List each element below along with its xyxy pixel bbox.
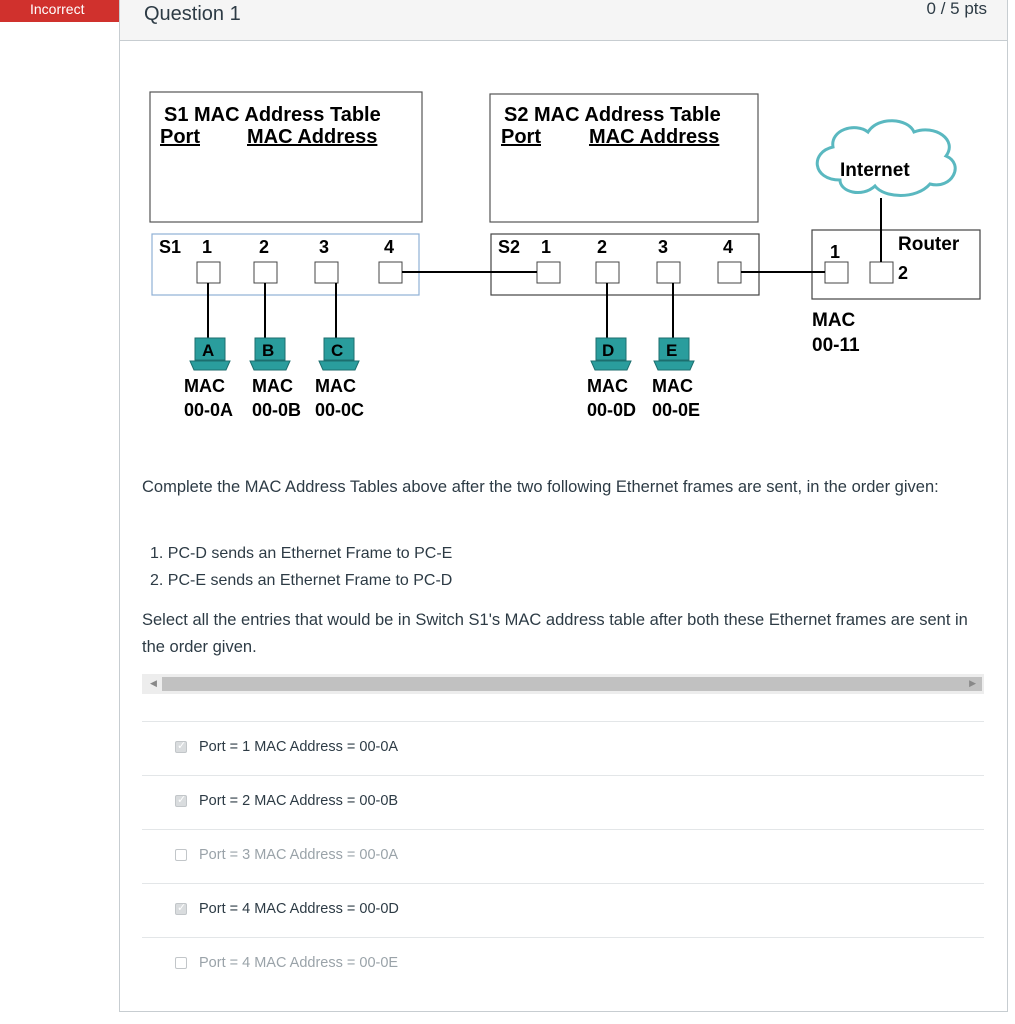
s1-port-label-3: 3 xyxy=(319,237,330,257)
answer-option-2[interactable] xyxy=(142,775,984,829)
router-port-label-1: 1 xyxy=(830,242,841,262)
s1-port-2 xyxy=(254,262,277,283)
answer-checkbox-5[interactable] xyxy=(175,957,187,969)
pc-c-letter: C xyxy=(331,341,344,360)
pc-a-letter: A xyxy=(202,341,215,360)
s2-table-col-port: Port xyxy=(501,126,541,148)
question-points: 0 / 5 pts xyxy=(926,0,987,18)
answer-label-2: Port = 2 MAC Address = 00-0B xyxy=(199,793,399,809)
question-prompt: Complete the MAC Address Tables above after the two following Ethernet frames are sent, in the order given: xyxy=(142,478,939,496)
answer-option-1[interactable] xyxy=(142,721,984,775)
internet-label: Internet xyxy=(840,160,910,181)
pc-e-mac-label: MAC xyxy=(652,376,693,396)
s1-port-label-4: 4 xyxy=(384,237,395,257)
pc-b-mac: 00-0B xyxy=(252,400,302,420)
answer-list xyxy=(142,721,984,991)
frame-step-1: 1. PC-D sends an Ethernet Frame to PC-E xyxy=(150,545,453,562)
pc-a-mac: 00-0A xyxy=(184,400,234,420)
s1-port-1 xyxy=(197,262,220,283)
s2-port-label-4: 4 xyxy=(723,237,734,257)
scroll-right-icon[interactable]: ▶ xyxy=(969,678,976,688)
s1-label: S1 xyxy=(159,237,182,257)
router-label: Router xyxy=(898,234,960,255)
status-badge: Incorrect xyxy=(0,0,132,22)
router-mac-label: MAC xyxy=(812,310,856,331)
s1-port-3 xyxy=(315,262,338,283)
pc-d-letter: D xyxy=(602,341,615,360)
s1-port-4 xyxy=(379,262,402,283)
frame-steps-list xyxy=(150,540,452,594)
s2-label: S2 xyxy=(498,237,521,257)
pc-b-mac-label: MAC xyxy=(252,376,293,396)
s2-table-col-mac: MAC Address xyxy=(589,126,720,148)
s1-table-col-mac: MAC Address xyxy=(247,126,378,148)
answer-checkbox-1[interactable] xyxy=(175,741,187,753)
answer-option-3[interactable] xyxy=(142,829,984,883)
answer-option-5[interactable] xyxy=(142,937,984,991)
answer-label-3: Port = 3 MAC Address = 00-0A xyxy=(199,847,399,863)
s2-port-label-2: 2 xyxy=(597,237,608,257)
frame-step-2: 2. PC-E sends an Ethernet Frame to PC-D xyxy=(150,572,453,589)
answer-label-1: Port = 1 MAC Address = 00-0A xyxy=(199,739,399,755)
pc-d-mac: 00-0D xyxy=(587,400,637,420)
select-instructions: Select all the entries that would be in Switch S1's MAC address table after both these Ethernet frames are sent in the order given. xyxy=(142,611,968,656)
s2-port-label-1: 1 xyxy=(541,237,552,257)
router-port-1 xyxy=(825,262,848,283)
answer-checkbox-2[interactable] xyxy=(175,795,187,807)
pc-a-mac-label: MAC xyxy=(184,376,225,396)
router-port-2 xyxy=(870,262,893,283)
horizontal-scrollbar[interactable] xyxy=(142,674,984,694)
s2-port-label-3: 3 xyxy=(658,237,669,257)
scrollbar-thumb[interactable] xyxy=(162,677,982,691)
s2-port-3 xyxy=(657,262,680,283)
answer-option-4[interactable] xyxy=(142,883,984,937)
router-mac: 00-11 xyxy=(812,335,860,356)
answer-label-5: Port = 4 MAC Address = 00-0E xyxy=(199,955,399,971)
s1-table-col-port: Port xyxy=(160,126,200,148)
s1-table-title: S1 MAC Address Table xyxy=(164,104,381,126)
answer-checkbox-4[interactable] xyxy=(175,903,187,915)
answer-label-4: Port = 4 MAC Address = 00-0D xyxy=(199,901,399,917)
s2-port-4 xyxy=(718,262,741,283)
s2-table-title: S2 MAC Address Table xyxy=(504,104,721,126)
pc-c-mac: 00-0C xyxy=(315,400,365,420)
pc-d-mac-label: MAC xyxy=(587,376,628,396)
pc-e-mac: 00-0E xyxy=(652,400,701,420)
pc-b-letter: B xyxy=(262,341,275,360)
network-diagram xyxy=(140,80,990,440)
router-port-label-2: 2 xyxy=(898,263,909,283)
s1-port-label-2: 2 xyxy=(259,237,270,257)
question-header xyxy=(120,0,1007,41)
scroll-left-icon[interactable]: ◀ xyxy=(150,678,157,688)
question-title: Question 1 xyxy=(144,3,241,25)
pc-c-mac-label: MAC xyxy=(315,376,356,396)
s2-port-1 xyxy=(537,262,560,283)
answer-checkbox-3[interactable] xyxy=(175,849,187,861)
s1-port-label-1: 1 xyxy=(202,237,213,257)
pc-e-letter: E xyxy=(666,341,678,360)
s2-port-2 xyxy=(596,262,619,283)
internet-cloud-icon xyxy=(817,121,955,196)
